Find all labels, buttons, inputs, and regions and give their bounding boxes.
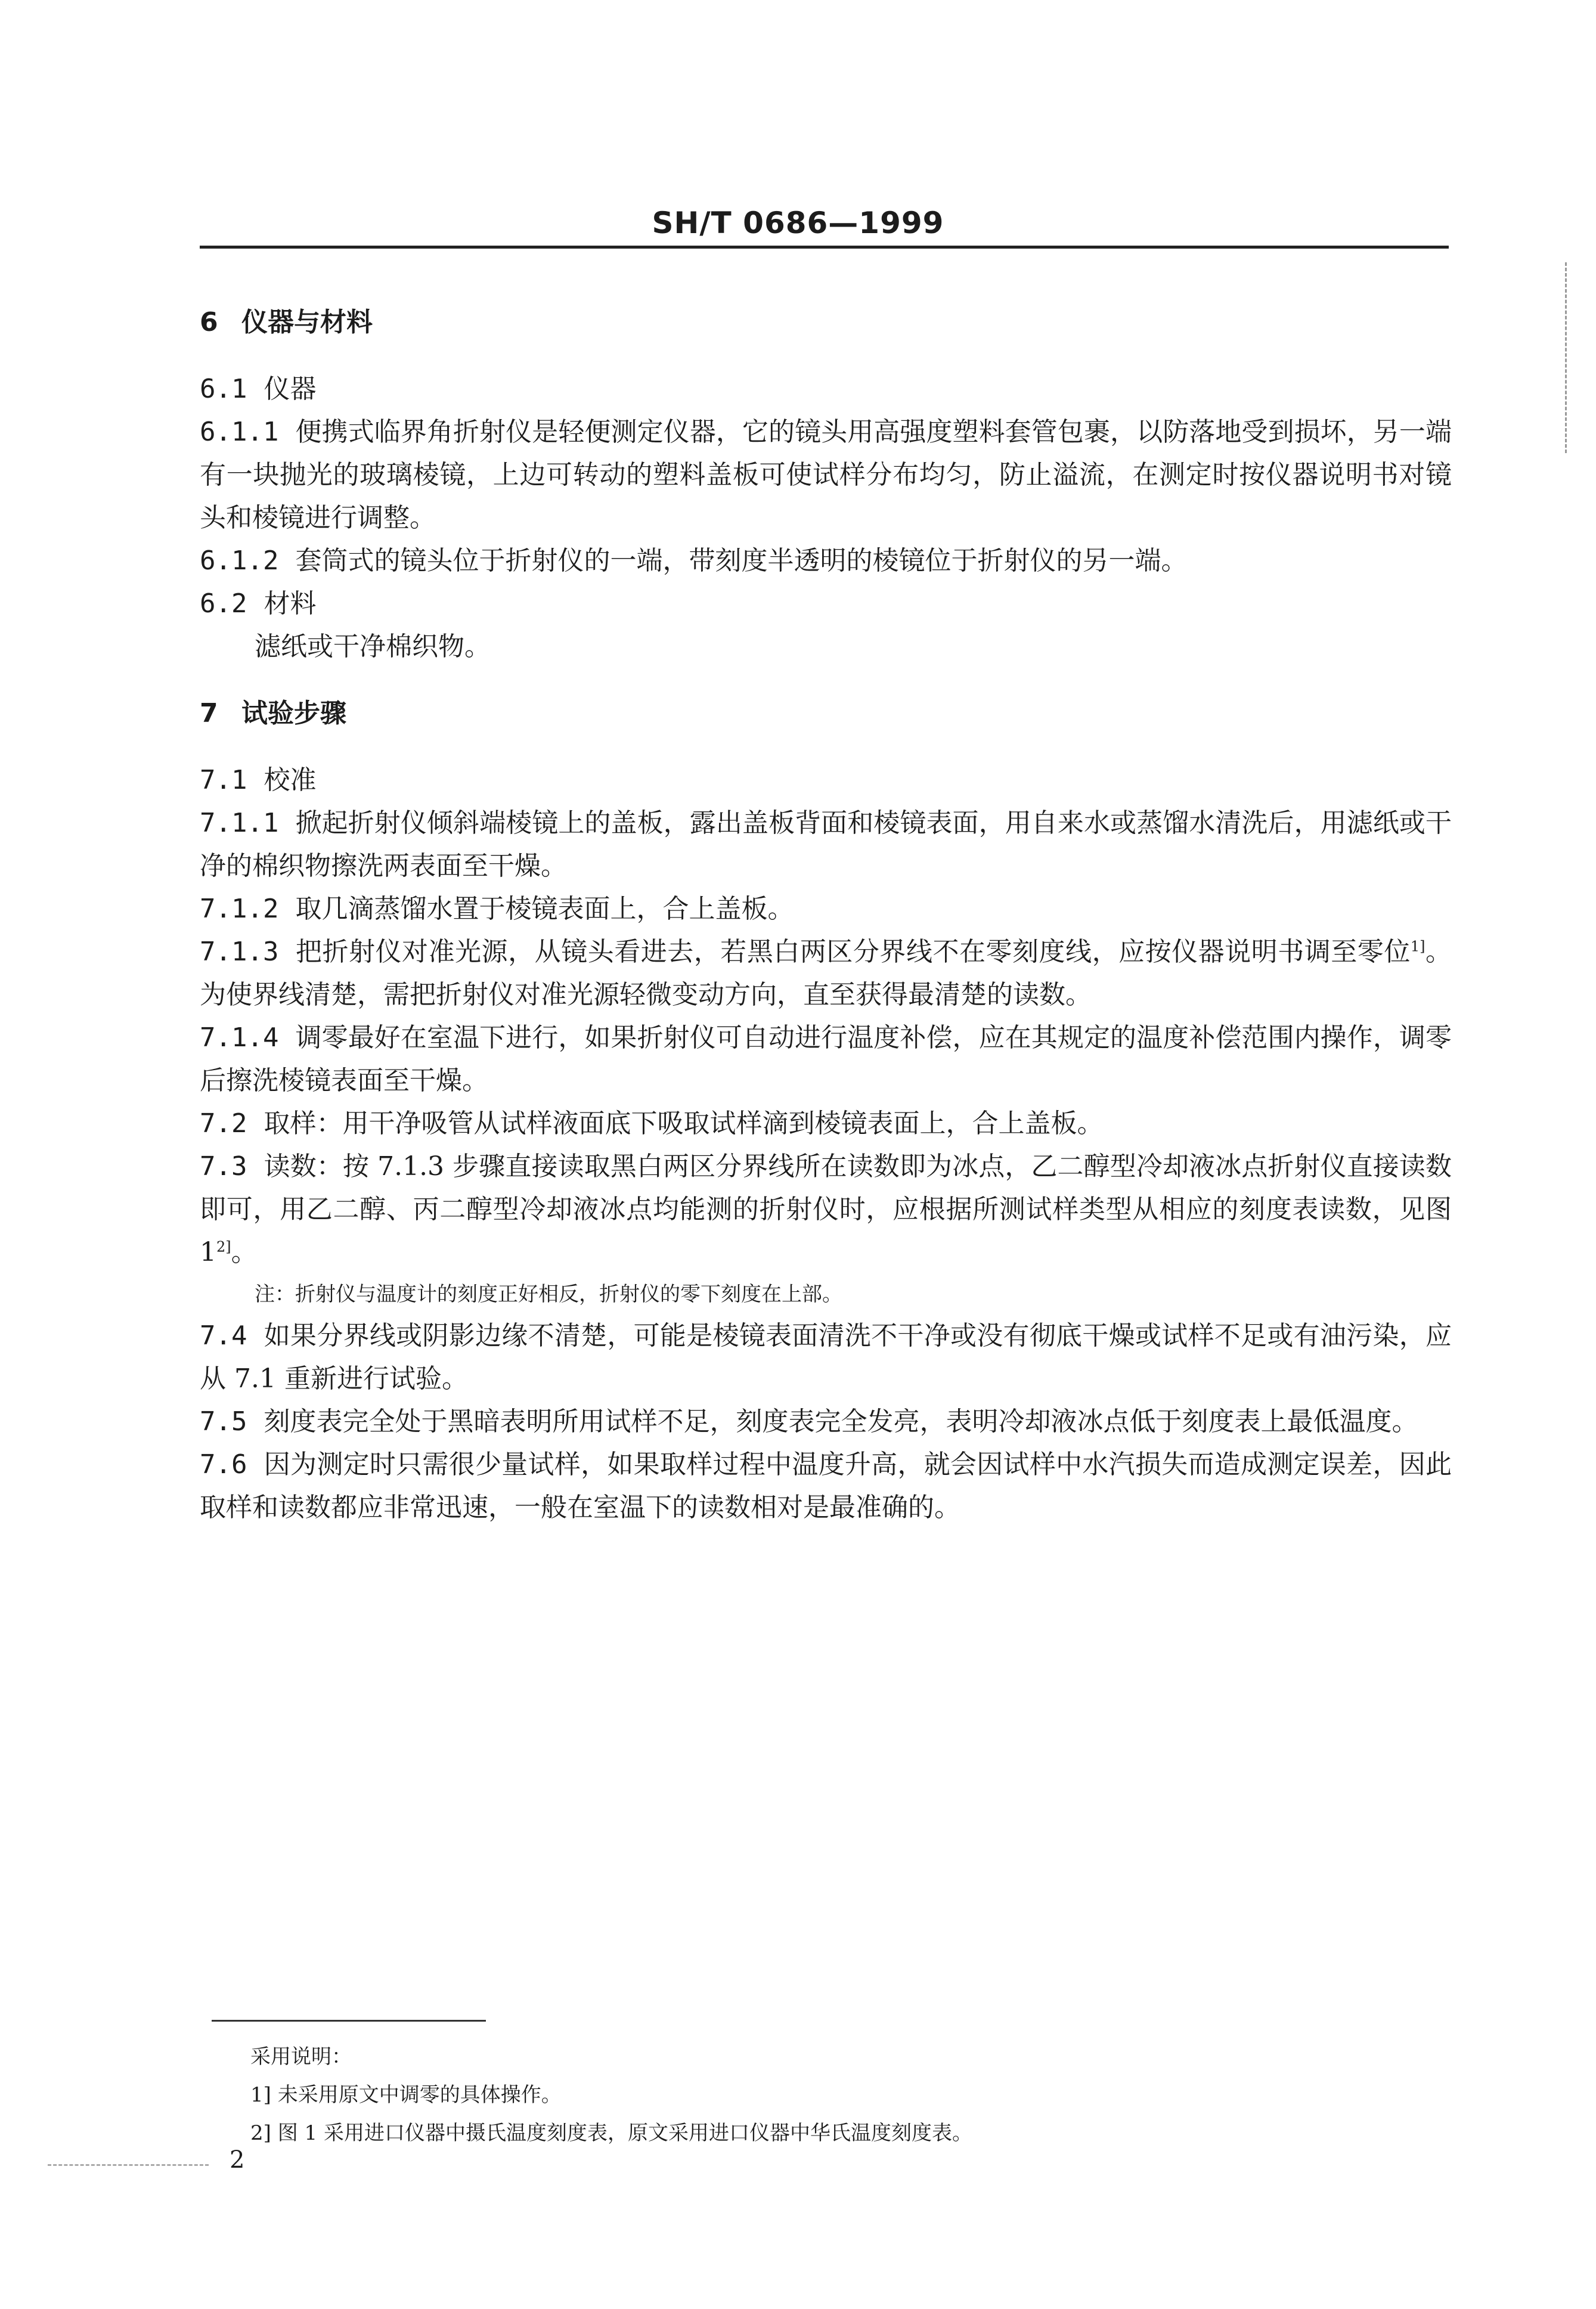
scan-bottom-marks xyxy=(48,2164,209,2168)
clause-7-5: 7.5 刻度表完全处于黑暗表明所用试样不足，刻度表完全发亮，表明冷却液冰点低于刻度表上最低温度。 xyxy=(200,1406,1418,1437)
main-content xyxy=(200,301,1452,1529)
clause-7-1-2: 7.1.2 取几滴蒸馏水置于棱镜表面上，合上盖板。 xyxy=(200,894,794,924)
clause-7-6: 7.6 因为测定时只需很少量试样，如果取样过程中温度升高，就会因试样中水汽损失而造成测定误差，因此取样和读数都应非常迅速，一般在室温下的读数相对是最准确的。 xyxy=(200,1449,1452,1523)
footnote-rule xyxy=(212,2020,486,2022)
clause-7-1-4: 7.1.4 调零最好在室温下进行，如果折射仪可自动进行温度补偿，应在其规定的温度补偿范围内操作，调零后擦洗棱镜表面至干燥。 xyxy=(200,1022,1452,1096)
note-7-3: 注：折射仪与温度计的刻度正好相反，折射仪的零下刻度在上部。 xyxy=(255,1282,842,1306)
clause-7-1-1: 7.1.1 掀起折射仪倾斜端棱镜上的盖板，露出盖板背面和棱镜表面，用自来水或蒸馏水清洗后，用滤纸或干净的棉织物擦洗两表面至干燥。 xyxy=(200,808,1452,881)
page-number: 2 xyxy=(230,2146,245,2174)
section-6-title: 6 仪器与材料 xyxy=(200,307,373,337)
clause-7-1-3: 7.1.3 把折射仪对准光源，从镜头看进去，若黑白两区分界线不在零刻度线，应按仪器说明书调至零位$^{1]}$。为使界线清楚，需把折射仪对准光源轻微变动方向，直至获得最清楚的读数。 xyxy=(200,937,1452,1010)
footnote-heading: 采用说明： xyxy=(250,2045,352,2069)
clause-6-1-2: 6.1.2 套筒式的镜头位于折射仪的一端，带刻度半透明的棱镜位于折射仪的另一端。 xyxy=(200,546,1188,576)
section-7-title: 7 试验步骤 xyxy=(200,698,346,729)
footnotes xyxy=(250,2038,1383,2152)
clause-6-2-text: 滤纸或干净棉织物。 xyxy=(255,631,491,662)
section-6-1-heading: 6.1 仪器 xyxy=(200,374,317,404)
footnote-2: 2] 图 1 采用进口仪器中摄氏温度刻度表，原文采用进口仪器中华氏温度刻度表。 xyxy=(250,2121,972,2145)
header-rule xyxy=(200,246,1449,249)
clause-6-1-1: 6.1.1 便携式临界角折射仪是轻便测定仪器，它的镜头用高强度塑料套管包裹，以防落地受到损坏，另一端有一块抛光的玻璃棱镜，上边可转动的塑料盖板可使试样分布均匀，防止溢流，在测定时按仪器说明书对镜头和棱镜进行调整。 xyxy=(200,417,1452,533)
clause-7-2: 7.2 取样：用干净吸管从试样液面底下吸取试样滴到棱镜表面上，合上盖板。 xyxy=(200,1108,1104,1139)
section-7-1-heading: 7.1 校准 xyxy=(200,765,317,795)
clause-7-4: 7.4 如果分界线或阴影边缘不清楚，可能是棱镜表面清洗不干净或没有彻底干燥或试样不足或有油污染，应从 7.1 重新进行试验。 xyxy=(200,1321,1452,1394)
footnote-ref-2: 2] xyxy=(216,1238,231,1256)
standard-code-header: SH/T 0686—1999 xyxy=(652,206,944,240)
footnote-ref-1: 1] xyxy=(1410,938,1425,955)
section-6-2-heading: 6.2 材料 xyxy=(200,588,317,619)
scan-edge-marks xyxy=(1565,262,1570,453)
clause-7-3: 7.3 读数：按 7.1.3 步骤直接读取黑白两区分界线所在读数即为冰点，乙二醇型冷却液冰点折射仪直接读数即可，用乙二醇、丙二醇型冷却液冰点均能测的折射仪时，应根据所测试样类型从相应的刻度表读数，见图 $1^{2]}$。 xyxy=(200,1151,1452,1267)
footnote-1: 1] 未采用原文中调零的具体操作。 xyxy=(250,2083,562,2107)
